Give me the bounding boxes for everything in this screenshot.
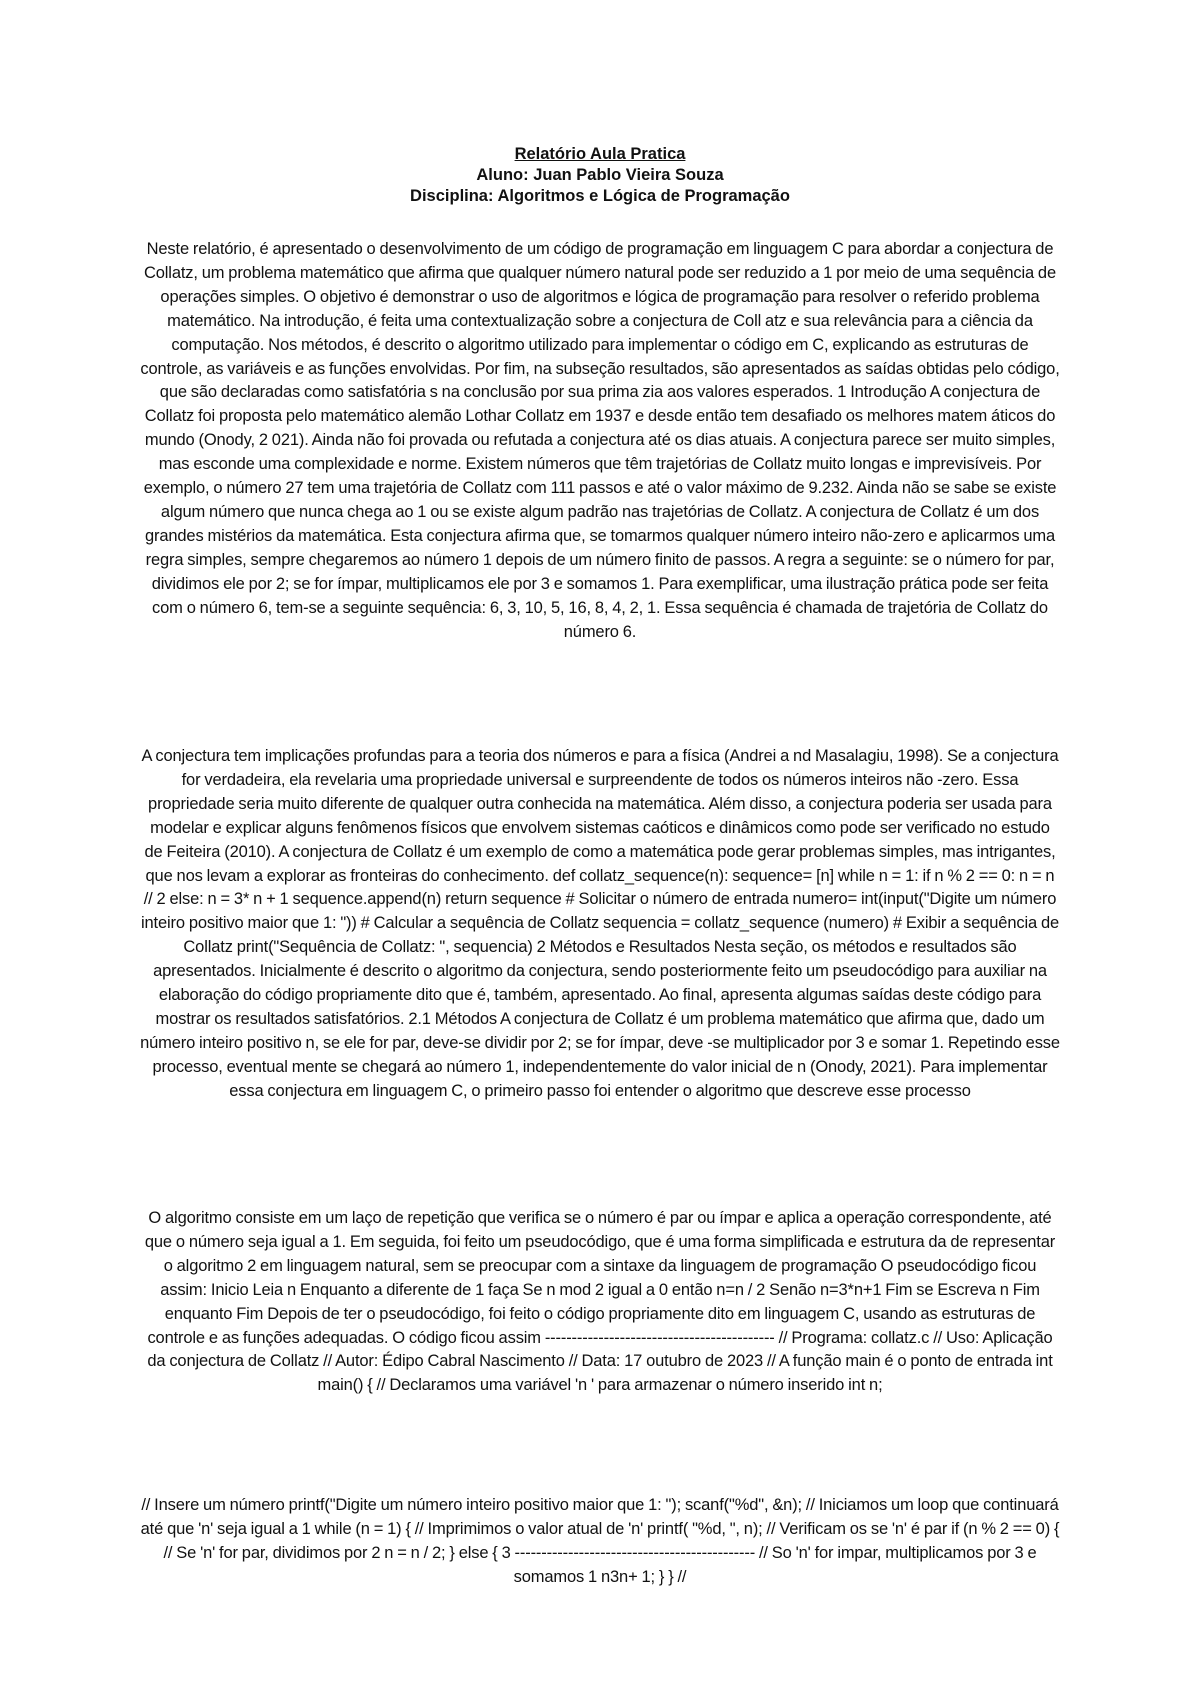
discipline-name: Disciplina: Algoritmos e Lógica de Programação: [410, 187, 790, 205]
paragraph-algorithm-pseudocode: O algoritmo consiste em um laço de repetição que verifica se o número é par ou ímpar e aplica a operação correspondente, até que o número seja igual a 1. Em seguida, foi feito um pseudocódigo, que é uma forma simplificada e estrutura da de representar o algoritmo 2 em linguagem natural, sem se preocupar com a sintaxe da linguagem de programação O pseudocódigo ficou assim: Inicio Leia n Enquanto a diferente de 1 faça Se n mod 2 igual a 0 então n=n / 2 Senão n=3*n+1 Fim se Escreva n Fim enquanto Fim Depois de ter o pseudocódigo, foi feito o código propriamente dito em linguagem C, usando as estruturas de controle e as funções adequadas. O código ficou assim ------------------------------------------- // Programa: collatz.c // Uso: Aplicação da conjectura de Collatz // Autor: Édipo Cabral Nascimento // Data: 17 outubro de 2023 // A função main é o ponto de entrada int main() { // Declaramos uma variável 'n ' para armazenar o número inserido int n;: [144, 1209, 1056, 1395]
paragraph-abstract-introduction: Neste relatório, é apresentado o desenvolvimento de um código de programação em linguagem C para abordar a conjectura de Collatz, um problema matemático que afirma que qualquer número natural pode ser reduzido a 1 por meio de uma sequência de operações simples. O objetivo é demonstrar o uso de algoritmos e lógica de programação para resolver o referido problema matemático. Na introdução, é feita uma contextualização sobre a conjectura de Coll atz e sua relevância para a ciência da computação. Nos métodos, é descrito o algoritmo utilizado para implementar o código em C, explicando as estruturas de controle, as variáveis e as funções envolvidas. Por fim, na subseção resultados, são apresentados as saídas obtidas pelo código, que são declaradas como satisfatória s na conclusão por sua prima zia aos valores esperados. 1 Introdução A conjectura de Collatz foi proposta pelo matemático alemão Lothar Collatz em 1937 e desde então tem desafiado os melhores matem áticos do mundo (Onody, 2 021). Ainda não foi provada ou refutada a conjectura até os dias atuais. A conjectura parece ser muito simples, mas esconde uma complexidade e norme. Existem números que têm trajetórias de Collatz muito longas e imprevisíveis. Por exemplo, o número 27 tem uma trajetória de Collatz com 111 passos e até o valor máximo de 9.232. Ainda não se sabe se existe algum número que nunca chega ao 1 ou se existe algum padrão nas trajetórias de Collatz. A conjectura de Collatz é um dos grandes mistérios da matemática. Esta conjectura afirma que, se tomarmos qualquer número inteiro não-zero e aplicarmos uma regra simples, sempre chegaremos ao número 1 depois de um número finito de passos. A regra a seguinte: se o número for par, dividimos ele por 2; se for ímpar, multiplicamos ele por 3 e somamos 1. Para exemplificar, uma ilustração prática pode ser feita com o número 6, tem-se a seguinte sequência: 6, 3, 10, 5, 16, 8, 4, 2, 1. Essa sequência é chamada de trajetória de Collatz do número 6.: [140, 240, 1060, 641]
paragraph-implications-methods: A conjectura tem implicações profundas para a teoria dos números e para a física (Andrei a nd Masalagiu, 1998). Se a conjectura for verdadeira, ela revelaria uma propriedade universal e surpreendente de todos os números inteiros não -zero. Essa propriedade seria muito diferente de qualquer outra conhecida na matemática. Além disso, a conjectura poderia ser usada para modelar e explicar alguns fenômenos físicos que envolvem sistemas caóticos e dinâmicos como pode ser verificado no estudo de Feiteira (2010). A conjectura de Collatz é um exemplo de como a matemática pode gerar problemas simples, mas intrigantes, que nos levam a explorar as fronteiras do conhecimento. def collatz_sequence(n): sequence= [n] while n = 1: if n % 2 == 0: n = n // 2 else: n = 3* n + 1 sequence.append(n) return sequence # Solicitar o número de entrada numero= int(input("Digite um número inteiro positivo maior que 1: ")) # Calcular a sequência de Collatz sequencia = collatz_sequence (numero) # Exibir a sequência de Collatz print("Sequência de Collatz: ", sequencia) 2 Métodos e Resultados Nesta seção, os métodos e resultados são apresentados. Inicialmente é descrito o algoritmo da conjectura, sendo posteriormente feito um pseudocódigo para auxiliar na elaboração do código propriamente dito que é, também, apresentado. Ao final, apresenta algumas saídas deste código para mostrar os resultados satisfatórios. 2.1 Métodos A conjectura de Collatz é um problema matemático que afirma que, dado um número inteiro positivo n, se ele for par, deve-se dividir por 2; se for ímpar, deve -se multiplicador por 3 e somar 1. Repetindo esse processo, eventual mente se chegará ao número 1, independentemente do valor inicial de n (Onody, 2021). Para implementar essa conjectura em linguagem C, o primeiro passo foi entender o algoritmo que descreve esse processo: [140, 747, 1060, 1100]
paragraph-c-code: // Insere um número printf("Digite um número inteiro positivo maior que 1: "); scanf("%d", &n); // Iniciamos um loop que continuará até que 'n' seja igual a 1 while (n = 1) { // Imprimimos o valor atual de 'n' printf( "%d, ", n); // Verificam os se 'n' é par if (n % 2 == 0) { // Se 'n' for par, dividimos por 2 n = n / 2; } else { 3 --------------------------------------------- // So 'n' for impar, multiplicamos por 3 e somamos 1 n3n+ 1; } } //: [140, 1496, 1060, 1586]
report-header: [140, 144, 1060, 207]
report-title: Relatório Aula Pratica: [514, 145, 686, 163]
student-name: Aluno: Juan Pablo Vieira Souza: [476, 166, 724, 184]
